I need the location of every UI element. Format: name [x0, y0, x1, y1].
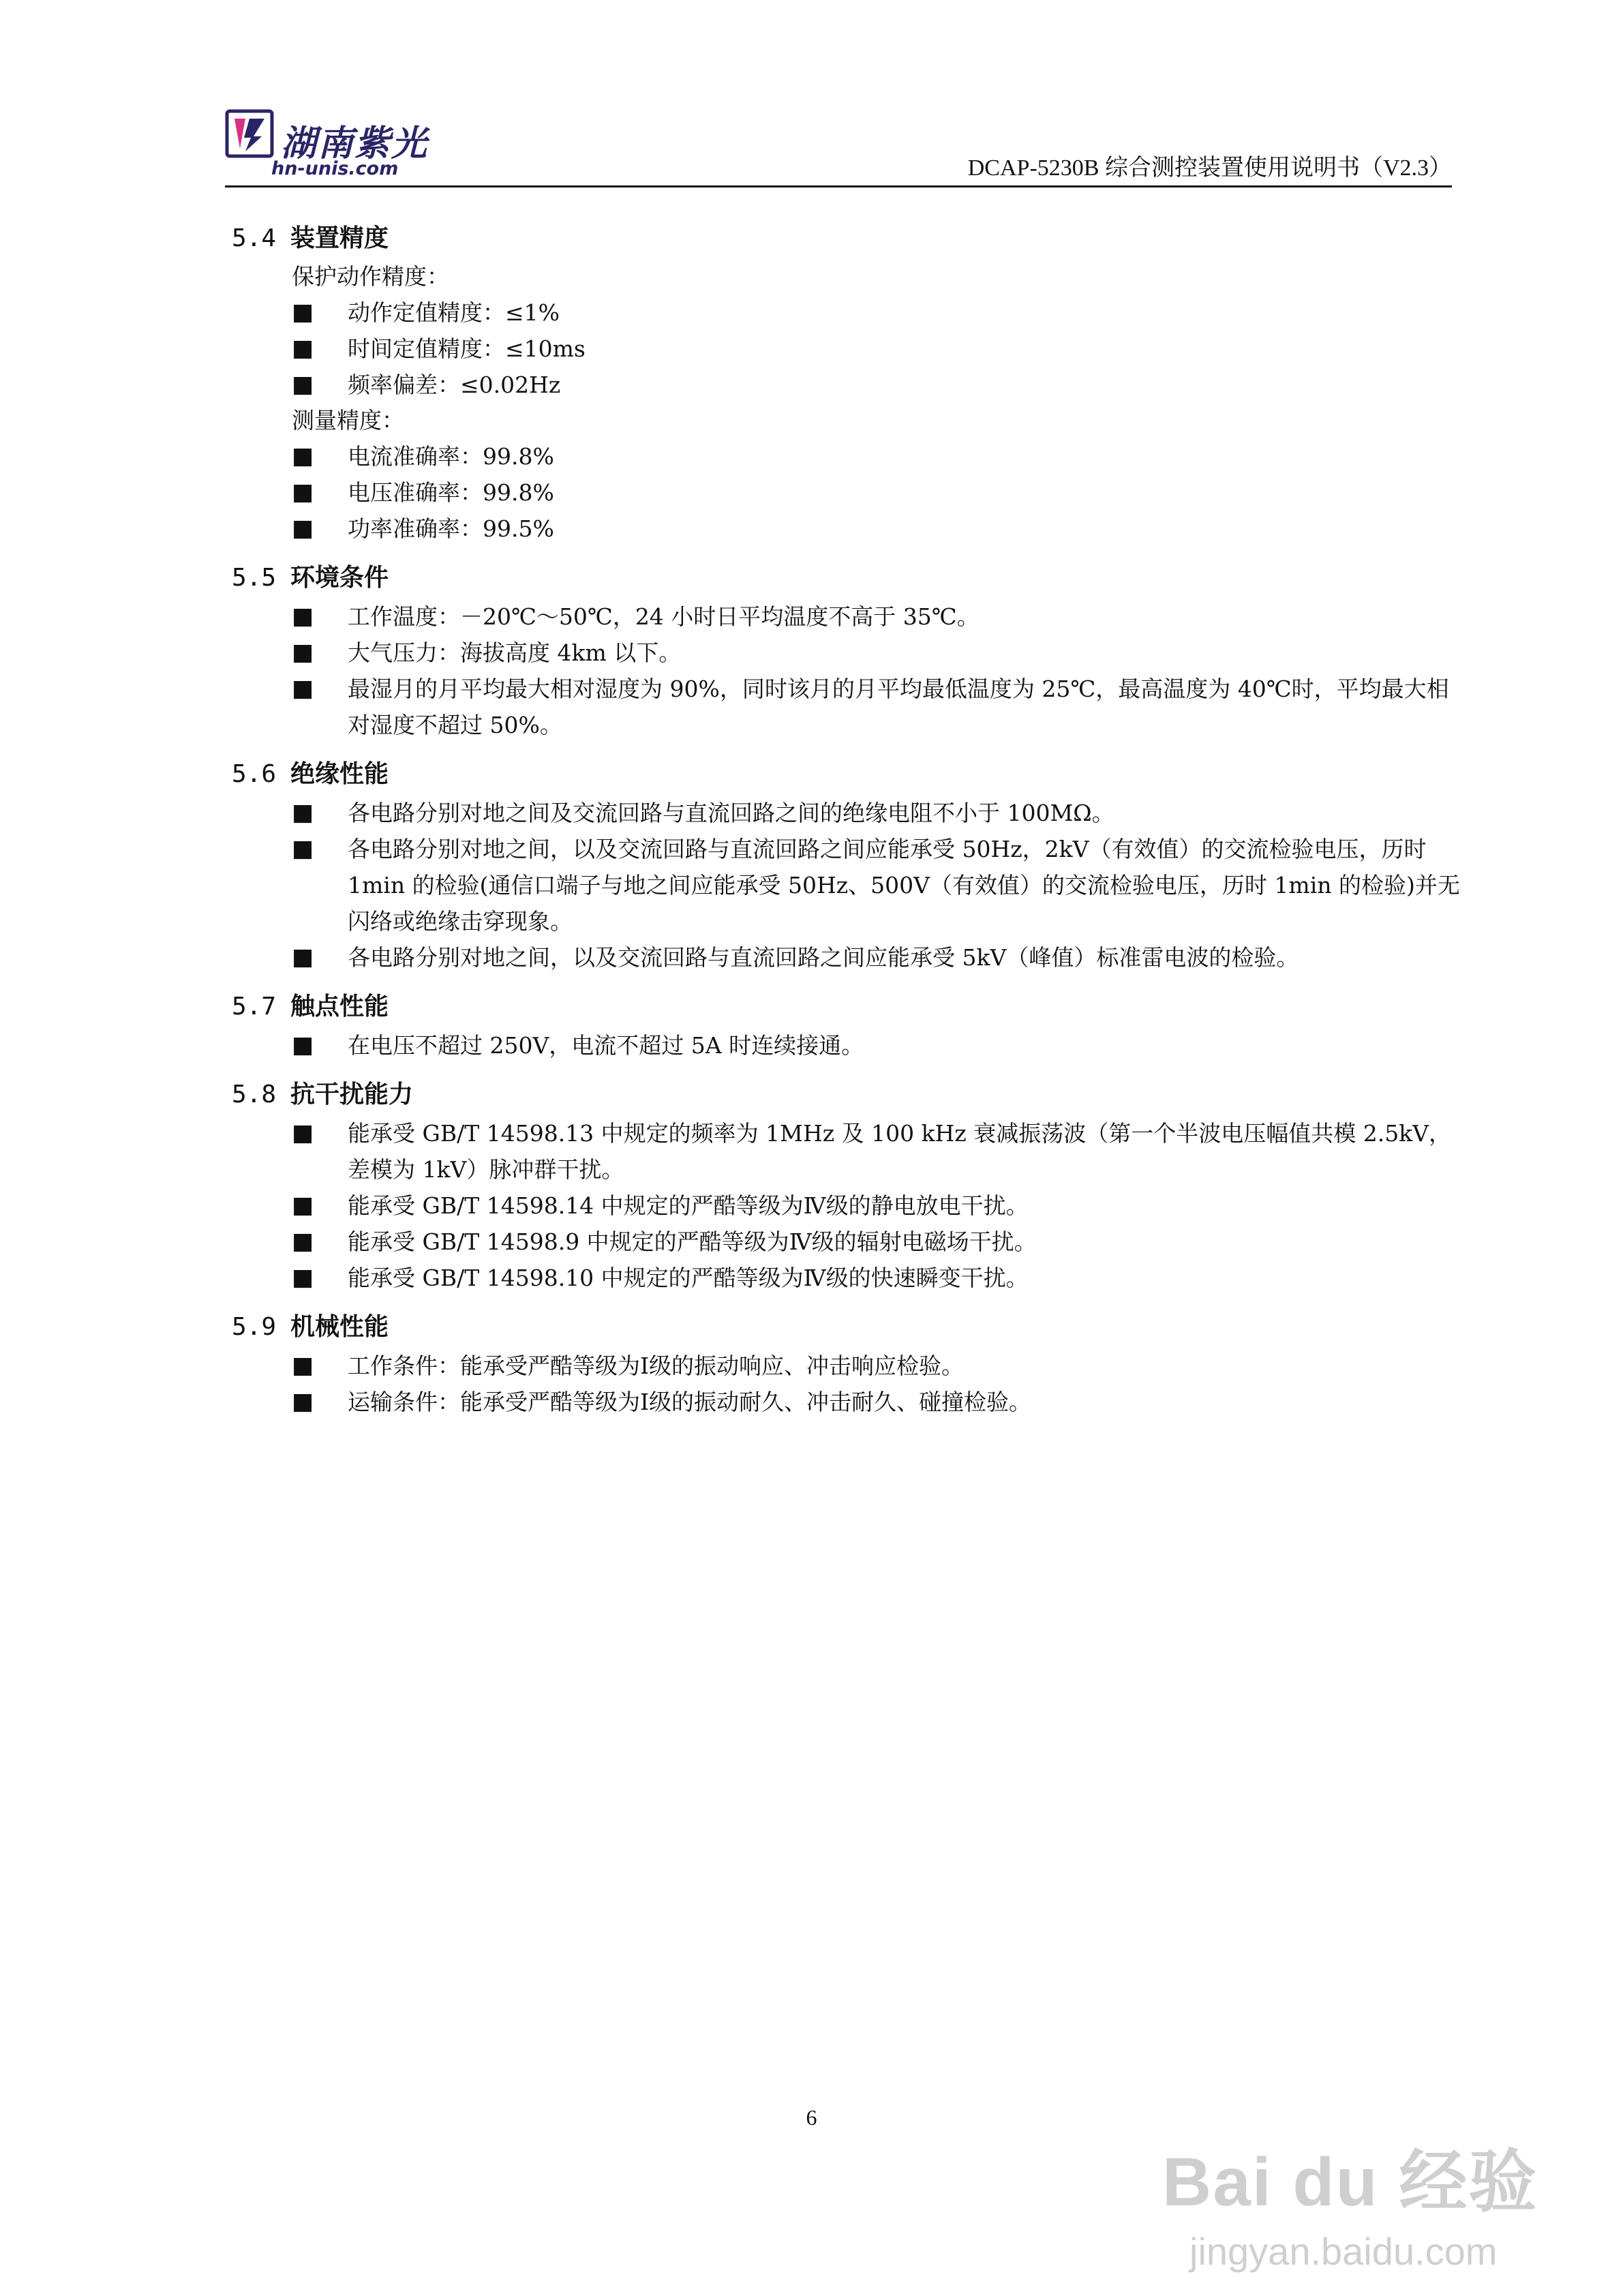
list-item: ■ 工作条件：能承受严酷等级为Ⅰ级的振动响应、冲击响应检验。 [232, 1348, 1466, 1384]
page-header [225, 102, 1452, 187]
section-heading [232, 754, 1466, 795]
section-5-9 [232, 1307, 1466, 1420]
list-item: ■ 在电压不超过 250V，电流不超过 5A 时连续接通。 [232, 1027, 1466, 1063]
bullet-icon: ■ [292, 835, 314, 862]
list-item: ■ 时间定值精度：≤10ms [232, 331, 1466, 367]
bullet-icon: ■ [292, 1388, 314, 1415]
document-body [232, 218, 1466, 1431]
bullet-list [232, 438, 1466, 547]
section-title: 装置精度 [290, 224, 389, 252]
section-5-6 [232, 754, 1466, 976]
bullet-icon: ■ [292, 335, 314, 362]
list-item: ■ 频率偏差：≤0.02Hz [232, 367, 1466, 403]
section-heading [232, 1074, 1466, 1115]
section-title: 抗干扰能力 [290, 1081, 414, 1108]
section-5-5 [232, 558, 1466, 743]
baidu-watermark [1114, 2127, 1605, 2291]
logo-domain: hn-unis.com [271, 158, 399, 179]
watermark-brand: Bai du 经验 [1162, 2144, 1538, 2220]
bullet-list [232, 1348, 1466, 1420]
section-title: 绝缘性能 [290, 760, 389, 788]
list-item: ■ 各电路分别对地之间，以及交流回路与直流回路之间应能承受 5kV（峰值）标准雷电波的检验。 [232, 939, 1466, 976]
header-divider [225, 185, 1452, 187]
bullet-icon: ■ [292, 799, 314, 826]
list-item: ■ 大气压力：海拔高度 4km 以下。 [232, 635, 1466, 671]
logo-mark-icon [225, 109, 274, 158]
bullet-list [232, 795, 1466, 976]
list-item: ■ 能承受 GB/T 14598.9 中规定的严酷等级为Ⅳ级的辐射电磁场干扰。 [232, 1224, 1466, 1260]
group-label: 保护动作精度： [292, 263, 449, 290]
bullet-icon: ■ [292, 1352, 314, 1379]
bullet-icon: ■ [292, 1228, 314, 1255]
section-heading [232, 1307, 1466, 1348]
section-title: 环境条件 [290, 564, 389, 592]
page-number: 6 [806, 2105, 817, 2130]
section-title: 机械性能 [290, 1313, 389, 1341]
list-item: ■ 各电路分别对地之间及交流回路与直流回路之间的绝缘电阻不小于 100MΩ。 [232, 795, 1466, 831]
bullet-icon: ■ [292, 1264, 314, 1291]
section-5-8 [232, 1074, 1466, 1296]
list-item: ■ 最湿月的月平均最大相对湿度为 90%，同时该月的月平均最低温度为 25℃，最高温度为 40℃时，平均最大相对湿度不超过 50%。 [232, 671, 1466, 743]
bullet-icon: ■ [292, 515, 314, 542]
bullet-icon: ■ [292, 371, 314, 398]
bullet-icon: ■ [292, 299, 314, 326]
bullet-icon: ■ [292, 943, 314, 971]
bullet-icon: ■ [292, 1119, 314, 1147]
list-item: ■ 能承受 GB/T 14598.10 中规定的严酷等级为Ⅳ级的快速瞬变干扰。 [232, 1260, 1466, 1296]
document-title: DCAP-5230B 综合测控装置使用说明书（V2.3） [967, 155, 1452, 181]
list-item: ■ 能承受 GB/T 14598.14 中规定的严酷等级为Ⅳ级的静电放电干扰。 [232, 1188, 1466, 1224]
section-heading [232, 558, 1466, 599]
section-5-4 [232, 218, 1466, 547]
bullet-icon: ■ [292, 442, 314, 470]
section-number: 5.6 [232, 760, 277, 788]
section-heading [232, 218, 1466, 259]
section-number: 5.8 [232, 1081, 277, 1108]
list-item: ■ 功率准确率：99.5% [232, 511, 1466, 547]
company-logo [225, 109, 429, 177]
section-heading [232, 986, 1466, 1027]
bullet-list [232, 294, 1466, 403]
list-item: ■ 运输条件：能承受严酷等级为Ⅰ级的振动耐久、冲击耐久、碰撞检验。 [232, 1384, 1466, 1420]
list-item: ■ 动作定值精度：≤1% [232, 294, 1466, 331]
bullet-icon: ■ [292, 603, 314, 630]
bullet-icon: ■ [292, 639, 314, 666]
group-label: 测量精度： [292, 407, 404, 434]
bullet-icon: ■ [292, 675, 314, 702]
section-number: 5.4 [232, 224, 277, 252]
bullet-icon: ■ [292, 1192, 314, 1219]
section-number: 5.5 [232, 564, 277, 592]
list-item: ■ 电流准确率：99.8% [232, 438, 1466, 474]
section-5-7 [232, 986, 1466, 1063]
bullet-icon: ■ [292, 479, 314, 506]
section-number: 5.7 [232, 993, 277, 1021]
bullet-list [232, 1027, 1466, 1063]
bullet-list [232, 599, 1466, 743]
section-number: 5.9 [232, 1313, 277, 1341]
bullet-list [232, 1115, 1466, 1296]
list-item: ■ 电压准确率：99.8% [232, 474, 1466, 511]
section-title: 触点性能 [290, 993, 389, 1021]
list-item: ■ 能承受 GB/T 14598.13 中规定的频率为 1MHz 及 100 kHz 衰减振荡波（第一个半波电压幅值共模 2.5kV，差模为 1kV）脉冲群干扰。 [232, 1115, 1466, 1188]
bullet-icon: ■ [292, 1031, 314, 1059]
list-item: ■ 各电路分别对地之间，以及交流回路与直流回路之间应能承受 50Hz，2kV（有效值）的交流检验电压，历时 1min 的检验(通信口端子与地之间应能承受 50Hz、500V（有效值）的交流检验电压，历时 1min 的检验)并无闪络或绝缘击穿现象。 [232, 831, 1466, 939]
watermark-url: jingyan.baidu.com [1189, 2230, 1498, 2273]
list-item: ■ 工作温度：－20℃～50℃，24 小时日平均温度不高于 35℃。 [232, 599, 1466, 635]
logo-name: 湖南紫光 [281, 123, 429, 164]
